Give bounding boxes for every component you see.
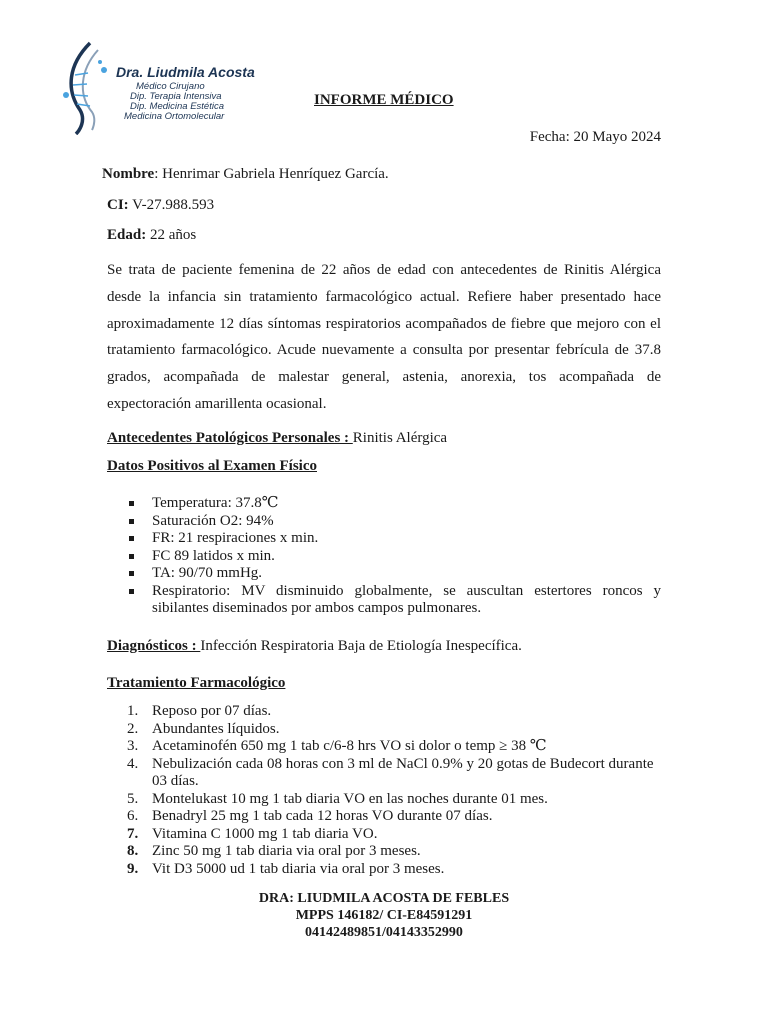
logo-specialty-1: Médico Cirujano: [136, 81, 205, 92]
signature-name: DRA: LIUDMILA ACOSTA DE FEBLES: [258, 891, 510, 906]
item-number: 1.: [127, 703, 139, 719]
list-item: [107, 495, 661, 513]
exam-item-text: FR: 21 respiraciones x min.: [152, 530, 319, 546]
treatment-item-text: Zinc 50 mg 1 tab diaria via oral por 3 meses.: [152, 843, 421, 859]
bullet-icon: [129, 501, 134, 506]
patient-age-label: Edad:: [107, 227, 147, 243]
bullet-icon: [129, 571, 134, 576]
treatment-heading: Tratamiento Farmacológico: [107, 675, 286, 691]
logo-specialty-2: Dip. Terapia Intensiva: [130, 91, 222, 102]
list-item: [107, 861, 661, 879]
signature-phones: 04142489851/04143352990: [305, 925, 463, 940]
exam-item-text: TA: 90/70 mmHg.: [152, 565, 263, 581]
item-number: 7.: [127, 825, 139, 842]
report-title: INFORME MÉDICO: [314, 92, 454, 108]
list-item: [107, 703, 661, 721]
treatment-item-text: Reposo por 07 días.: [152, 703, 272, 719]
list-item: [107, 721, 661, 739]
list-item: [107, 826, 661, 844]
report-date: Fecha: 20 Mayo 2024: [529, 129, 661, 145]
treatment-item-text: Acetaminofén 650 mg 1 tab c/6-8 hrs VO si dolor o temp ≥ 38 ℃: [152, 738, 547, 754]
exam-list: [107, 495, 661, 618]
diagnosis-label: Diagnósticos :: [107, 638, 201, 654]
list-item: [107, 583, 661, 618]
item-number: 3.: [127, 738, 139, 754]
list-item: [107, 738, 661, 756]
antecedentes-label: Antecedentes Patológicos Personales :: [107, 430, 353, 446]
list-item: [107, 530, 661, 548]
list-item: [107, 565, 661, 583]
dna-helix-icon: [58, 40, 118, 135]
item-number: 8.: [127, 843, 139, 859]
list-item: [107, 843, 661, 861]
list-item: [107, 791, 661, 809]
list-item: [107, 548, 661, 566]
antecedentes-value: Rinitis Alérgica: [352, 430, 448, 446]
treatment-item-text: Abundantes líquidos.: [152, 720, 280, 737]
list-item: [107, 513, 661, 531]
item-number: 4.: [127, 755, 139, 772]
patient-age-value: 22 años: [146, 227, 197, 243]
clinic-logo: [58, 40, 258, 135]
item-number: 5.: [127, 790, 139, 807]
exam-item-text: FC 89 latidos x min.: [152, 547, 275, 564]
treatment-item-text: Vit D3 5000 ud 1 tab diaria via oral por 3 meses.: [152, 860, 445, 877]
antecedentes: [107, 430, 447, 447]
diagnosis-value: Infección Respiratoria Baja de Etiología Inespecífica.: [200, 638, 522, 654]
patient-name: [102, 166, 389, 183]
list-item: [107, 756, 661, 791]
logo-specialty-4: Medicina Ortomolecular: [124, 111, 225, 122]
exam-item-text: Temperatura: 37.8℃: [152, 495, 279, 511]
bullet-icon: [129, 536, 134, 541]
bullet-icon: [129, 589, 134, 594]
item-number: 9.: [127, 860, 139, 877]
item-number: 2.: [127, 720, 139, 737]
treatment-item-text: Benadryl 25 mg 1 tab cada 12 horas VO durante 07 días.: [152, 808, 493, 824]
bullet-icon: [129, 554, 134, 559]
exam-item-text: Respiratorio: MV disminuido globalmente, se auscultan estertores roncos y sibilantes diseminados por ambos campos pulmonares.: [152, 582, 661, 616]
patient-ci-value: V-27.988.593: [128, 197, 215, 213]
patient-ci-label: CI:: [107, 197, 129, 213]
list-item: [107, 808, 661, 826]
exam-heading: Datos Positivos al Examen Físico: [107, 458, 317, 474]
treatment-list: [107, 703, 661, 878]
logo-specialty-3: Dip. Medicina Estética: [130, 101, 224, 112]
patient-name-value: : Henrimar Gabriela Henríquez García.: [154, 166, 389, 182]
bullet-icon: [129, 519, 134, 524]
logo-doctor-name: Dra. Liudmila Acosta: [116, 64, 255, 80]
signature-ids: MPPS 146182/ CI-E84591291: [295, 908, 473, 923]
treatment-item-text: Montelukast 10 mg 1 tab diaria VO en las noches durante 01 mes.: [152, 790, 548, 807]
treatment-item-text: Nebulización cada 08 horas con 3 ml de NaCl 0.9% y 20 gotas de Budecort durante 03 días.: [152, 755, 654, 789]
patient-ci: [107, 197, 214, 214]
item-number: 6.: [127, 808, 139, 824]
treatment-item-text: Vitamina C 1000 mg 1 tab diaria VO.: [152, 825, 378, 842]
patient-age: [107, 227, 196, 244]
patient-name-label: Nombre: [102, 166, 155, 182]
clinical-history: Se trata de paciente femenina de 22 años de edad con antecedentes de Rinitis Alérgica desde la infancia sin tratamiento farmacológico actual. Refiere haber presentado hace aproximadamente 12 días síntomas respiratorios acompañados de fiebre que mejoro con el tratamiento farmacológico. Acude nuevamente a consulta por presentar febrícula de 37.8 grados, acompañada de malestar general, astenia, anorexia, tos acompañada de expectoración amarillenta ocasional.: [107, 262, 661, 412]
diagnosis: [107, 638, 522, 655]
exam-item-text: Saturación O2: 94%: [152, 512, 274, 529]
